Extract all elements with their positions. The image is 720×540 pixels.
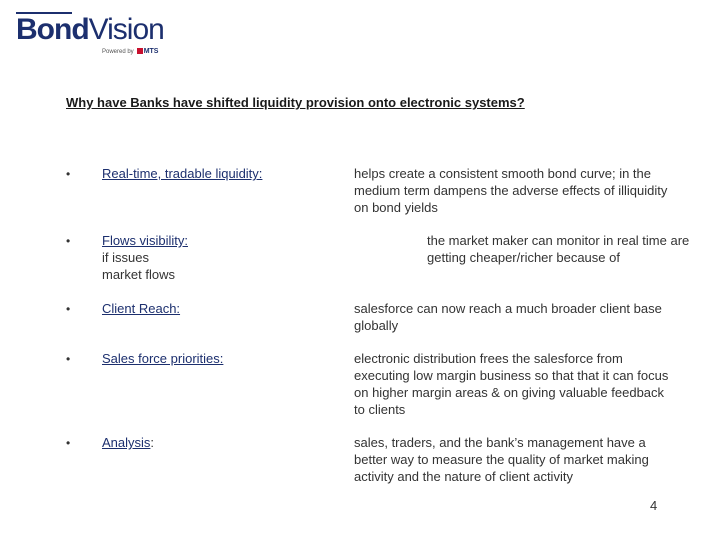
bondvision-logo bbox=[16, 6, 176, 56]
item-label-text: Flows visibility: bbox=[102, 233, 188, 248]
item-desc-realtime: helps create a consistent smooth bond curve; in the medium term dampens the adverse effects of illiquidity on bond yields bbox=[354, 166, 668, 215]
mts-label: MTS bbox=[143, 48, 159, 55]
bullet-3: • bbox=[66, 302, 71, 316]
bullet-5: • bbox=[66, 436, 71, 450]
item-label-text: Analysis bbox=[102, 435, 151, 450]
logo-bond: Bond bbox=[16, 13, 89, 46]
page-number: 4 bbox=[650, 498, 658, 513]
item-label-line3: market flows bbox=[102, 267, 175, 282]
item-desc-flows: the market maker can monitor in real time are getting cheaper/richer because of bbox=[427, 233, 690, 265]
bullet-2: • bbox=[66, 234, 71, 248]
bullet-1: • bbox=[66, 167, 71, 181]
item-label-text: Sales force priorities: bbox=[102, 351, 224, 366]
powered-by bbox=[102, 48, 158, 55]
bullet-4: • bbox=[66, 352, 71, 366]
powered-by-label: Powered by bbox=[102, 49, 134, 55]
item-label-realtime bbox=[102, 165, 262, 182]
item-label-client-reach bbox=[102, 300, 180, 317]
item-label-suffix: : bbox=[150, 435, 155, 450]
item-label-sales-force bbox=[102, 350, 223, 367]
item-label-text: Client Reach: bbox=[102, 301, 181, 316]
item-desc-sales-force: electronic distribution frees the salesforce from executing low margin business so that that it can focus on higher margin areas & on giving valuable feedback to clients bbox=[354, 351, 669, 417]
page-title: Why have Banks have shifted liquidity provision onto electronic systems? bbox=[66, 95, 525, 110]
logo-wordmark bbox=[16, 14, 164, 46]
item-desc-analysis: sales, traders, and the bank’s management have a better way to measure the quality of market making activity and the nature of client activity bbox=[354, 435, 649, 484]
item-label-analysis bbox=[102, 434, 154, 451]
item-label-line2: if issues bbox=[102, 250, 149, 265]
logo-vision: Vision bbox=[88, 13, 164, 46]
mts-icon bbox=[137, 48, 143, 54]
item-desc-client-reach: salesforce can now reach a much broader client base globally bbox=[354, 301, 662, 333]
item-label-flows bbox=[102, 232, 342, 283]
item-label-text: Real-time, tradable liquidity: bbox=[102, 166, 263, 181]
